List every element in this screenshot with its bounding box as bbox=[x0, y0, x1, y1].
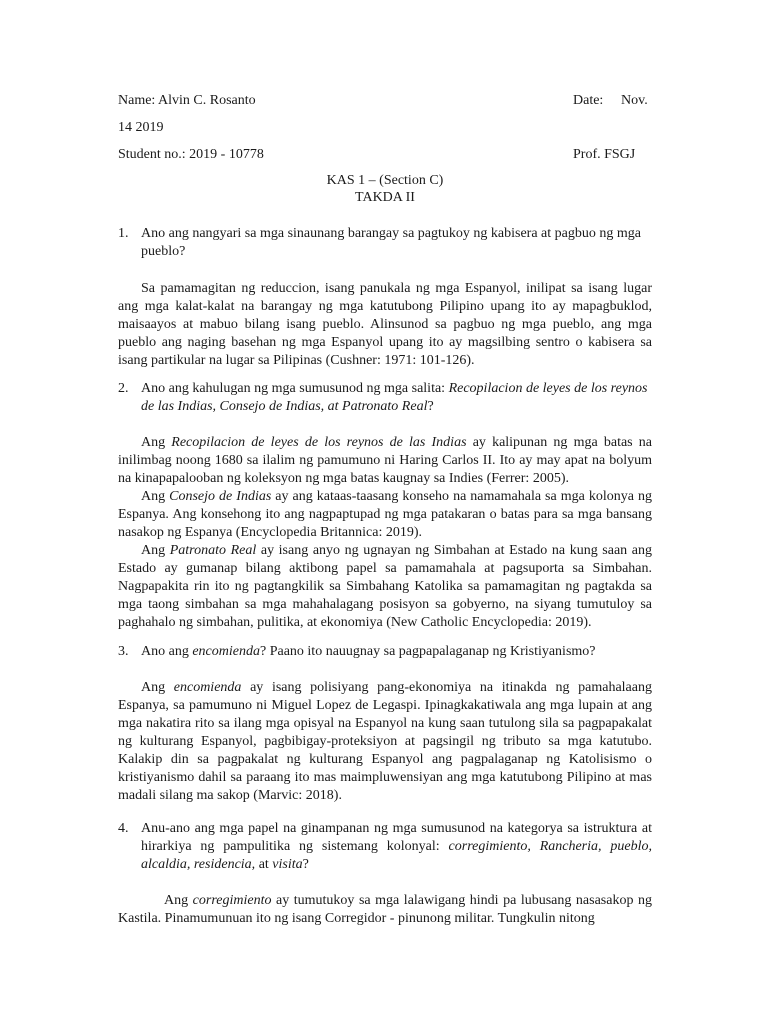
question-text: Ano ang encomienda? Paano ito nauugnay sa pagpapalaganap ng Kristiyanismo? bbox=[141, 644, 596, 659]
answer-paragraph-patronato: Ang Patronato Real ay isang anyo ng ugnayan ng Simbahan at Estado na kung saan ang Estado ay gumanap bilang aktibong papel sa pamamahala at pagsuporta sa Simbahan. Nagpapakita rin ito ng pagtangkilik sa Simbahang Katolika sa pamamagitan ng pagtakda sa mga taong simbahan sa mga mahahalagang posisyon sa gobyerno, na siyang tumutuloy sa paghahalo ng simbahan, pulitika, at ekonomiya (New Catholic Encyclopedia: 2019). bbox=[118, 543, 652, 630]
header-line-2 bbox=[118, 119, 652, 137]
question-number: 3. bbox=[118, 644, 129, 659]
date-value: Nov. bbox=[621, 93, 648, 108]
question-1 bbox=[118, 225, 652, 261]
answer-paragraph: Ang encomienda ay isang polisiyang pang-ekonomiya na itinakda ng pamahalaang Espanya, sa pamumuno ni Miguel Lopez de Legaspi. Ipinagkakatiwala ang mga lupain at ang mga nakatira rito sa ilang mga opisyal na Espanyol na kung saan tutulong sila sa pagpapakalat ng kulturang Espanyol, pagbibigay-proteksiyon at pagsingil ng tributo sa mga katutubo. Kalakip din sa pagpakalat ng kulturang Espanyol ang pagpalaganap ng Katolisismo o kristiyanismo dahil sa paraang ito mas maimpluwensiyan ang mga katutubong Pilipino at mas madali silang ma sakop (Marvic: 2018). bbox=[118, 680, 652, 803]
date-label: Date: bbox=[573, 93, 604, 108]
course-heading: KAS 1 – (Section C) bbox=[326, 173, 444, 188]
question-text: Ano ang kahulugan ng mga sumusunod ng mga salita: Recopilacion de leyes de los reynos de las Indias, Consejo de Indias, at Patronato Real? bbox=[141, 381, 648, 414]
student-number: Student no.: 2019 - 10778 bbox=[118, 147, 264, 162]
question-number: 4. bbox=[118, 821, 129, 836]
answer-1 bbox=[118, 280, 652, 370]
question-text: Anu-ano ang mga papel na ginampanan ng mga sumusunod na kategorya sa istruktura at hirarkiya ng pampulitika ng sistemang kolonyal: corregimiento, Rancheria, pueblo, alcaldia, residencia, at visita? bbox=[141, 821, 652, 872]
question-number: 2. bbox=[118, 381, 129, 396]
header-line-3 bbox=[118, 146, 652, 164]
question-4 bbox=[118, 820, 652, 874]
answer-2 bbox=[118, 434, 652, 632]
professor: Prof. FSGJ bbox=[573, 147, 636, 162]
answer-paragraph-recopilacion: Ang Recopilacion de leyes de los reynos de las Indias ay kalipunan ng mga batas na inilimbag noong 1680 sa ilalim ng pamumuno ni Haring Carlos II. Ito ay may apat na bolyum na kinapapalooban ng koleksyon ng mga batas kaugnay sa Indies (Ferrer: 2005). bbox=[118, 435, 652, 486]
question-number: 1. bbox=[118, 226, 129, 241]
answer-3 bbox=[118, 679, 652, 805]
date-continuation: 14 2019 bbox=[118, 120, 164, 135]
answer-paragraph-consejo: Ang Consejo de Indias ay ang kataas-taasang konseho na namamahala sa mga kolonya ng Espanya. Ang konsehong ito ang nagpaptupad ng mga patakaran o batas para sa mga bansang nasakop ng Espanya (Encyclopedia Britannica: 2019). bbox=[118, 489, 652, 540]
student-name: Name: Alvin C. Rosanto bbox=[118, 93, 256, 108]
answer-paragraph: Ang corregimiento ay tumutukoy sa mga lalawigang hindi pa lubusang nasasakop ng Kastila. Pinamumunuan ito ng isang Corregidor - pinunong militar. Tungkulin nitong bbox=[118, 893, 652, 926]
question-text: Ano ang nangyari sa mga sinaunang barangay sa pagtukoy ng kabisera at pagbuo ng mga pueblo? bbox=[141, 226, 641, 259]
question-2 bbox=[118, 380, 652, 416]
question-3 bbox=[118, 643, 652, 661]
header-line-1 bbox=[118, 92, 652, 110]
answer-4 bbox=[118, 892, 652, 928]
assignment-title: TAKDA II bbox=[355, 190, 415, 205]
answer-paragraph: Sa pamamagitan ng reduccion, isang panukala ng mga Espanyol, inilipat sa isang lugar ang mga kalat-kalat na barangay ng mga katutubong Pilipino upang ito ay mapagbuklod, maisaayos at mabuo bilang isang pueblo. Alinsunod sa pagbuo ng mga pueblo, ang mga pueblo ang naging basehan ng mga Espanyol upang ito ay magsilbing sentro o kabisera sa isang partikular na lugar sa Pilipinas (Cushner: 1971: 101-126). bbox=[118, 281, 652, 368]
